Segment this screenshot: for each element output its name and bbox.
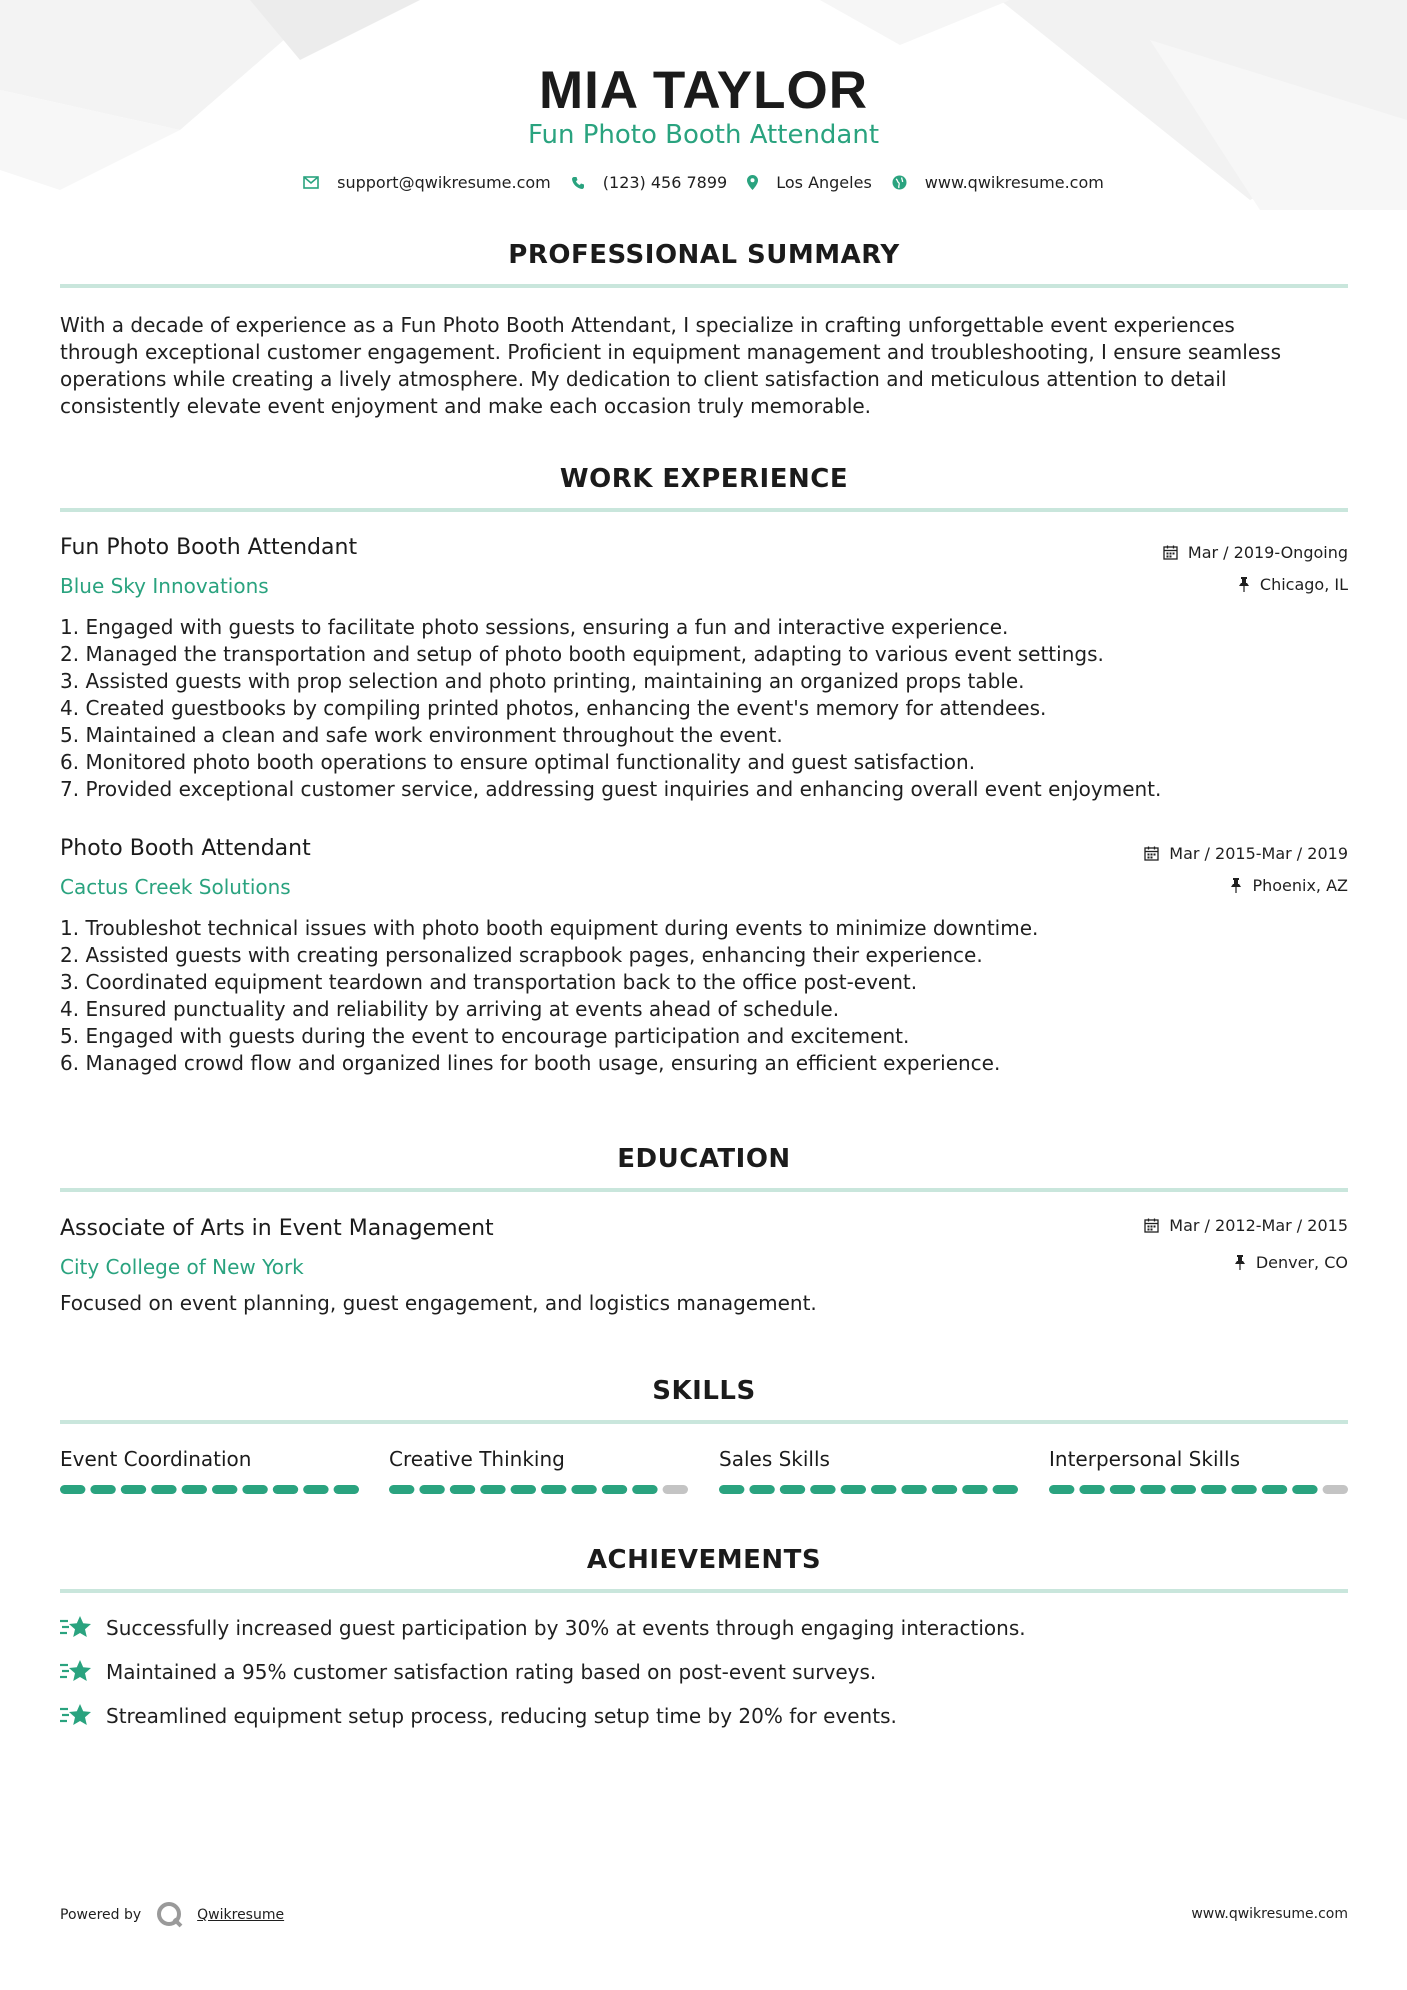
envelope-icon bbox=[303, 176, 319, 189]
skill-segment bbox=[511, 1485, 536, 1494]
skill-segment bbox=[901, 1485, 926, 1494]
list-item: 4. Ensured punctuality and reliability by arriving at events ahead of schedule. bbox=[60, 997, 840, 1021]
dates-text: Mar / 2019-Ongoing bbox=[1187, 543, 1348, 562]
skill-segment bbox=[1171, 1485, 1196, 1494]
list-item: 7. Provided exceptional customer service, addressing guest inquiries and enhancing overall event enjoyment. bbox=[60, 777, 1162, 801]
pushpin-icon bbox=[1234, 1255, 1246, 1270]
list-item: 1. Engaged with guests to facilitate photo sessions, ensuring a fun and interactive experience. bbox=[60, 615, 1009, 639]
summary-text bbox=[60, 312, 1348, 420]
footer-powered-by bbox=[60, 1900, 284, 1930]
skill-segment bbox=[480, 1485, 505, 1494]
email-text: support@qwikresume.com bbox=[337, 173, 551, 192]
candidate-title: Fun Photo Booth Attendant bbox=[527, 120, 880, 150]
star-icon bbox=[60, 1659, 92, 1685]
skills-divider bbox=[60, 1420, 1348, 1424]
job-title: Fun Photo Booth Attendant bbox=[60, 535, 358, 560]
job-location bbox=[1230, 876, 1348, 895]
skill-rating-bar bbox=[1049, 1485, 1348, 1494]
achievement-text: Successfully increased guest participation by 30% at events through engaging interactions. bbox=[106, 1616, 1026, 1640]
achievements-divider bbox=[60, 1589, 1348, 1593]
contact-location bbox=[747, 173, 872, 192]
candidate-name: MIA TAYLOR bbox=[539, 61, 868, 120]
achievements-heading: ACHIEVEMENTS bbox=[586, 1545, 822, 1575]
job-bullets bbox=[60, 614, 1348, 803]
job-dates bbox=[1163, 543, 1348, 562]
skill-segment bbox=[602, 1485, 627, 1494]
job-company: Cactus Creek Solutions bbox=[60, 875, 291, 899]
job-company: Blue Sky Innovations bbox=[60, 574, 269, 598]
skill-name: Event Coordination bbox=[60, 1447, 252, 1471]
skill-segment bbox=[450, 1485, 475, 1494]
skill-segment bbox=[90, 1485, 115, 1494]
summary-line: operations while creating a lively atmosphere. My dedication to client satisfaction and meticulous attention to detail bbox=[60, 367, 1227, 391]
skill-segment bbox=[541, 1485, 566, 1494]
skill-segment bbox=[389, 1485, 414, 1494]
list-item: 1. Troubleshot technical issues with photo booth equipment during events to minimize downtime. bbox=[60, 916, 1039, 940]
list-item: 3. Assisted guests with prop selection and photo printing, maintaining an organized props table. bbox=[60, 669, 1025, 693]
location-text: Phoenix, AZ bbox=[1252, 876, 1348, 895]
skill-segment bbox=[303, 1485, 328, 1494]
list-item: 2. Assisted guests with creating personalized scrapbook pages, enhancing their experience. bbox=[60, 943, 983, 967]
dates-text: Mar / 2012-Mar / 2015 bbox=[1169, 1216, 1348, 1235]
contact-bar bbox=[0, 173, 1407, 192]
footer-website-link[interactable]: www.qwikresume.com bbox=[1191, 1906, 1348, 1922]
skill-segment bbox=[151, 1485, 176, 1494]
skill-item bbox=[719, 1447, 1018, 1471]
summary-line: With a decade of experience as a Fun Photo Booth Attendant, I specialize in crafting unforgettable event experiences bbox=[60, 313, 1235, 337]
skill-item bbox=[1049, 1447, 1348, 1471]
skill-segment bbox=[1262, 1485, 1287, 1494]
skill-segment bbox=[212, 1485, 237, 1494]
map-pin-icon bbox=[747, 175, 758, 190]
job-title: Photo Booth Attendant bbox=[60, 836, 311, 861]
skill-segment bbox=[749, 1485, 774, 1494]
list-item: 2. Managed the transportation and setup of photo booth equipment, adapting to various event settings. bbox=[60, 642, 1104, 666]
skill-name: Interpersonal Skills bbox=[1049, 1447, 1241, 1471]
education-location bbox=[1234, 1253, 1348, 1272]
skill-rating-bar bbox=[60, 1485, 359, 1494]
skill-segment bbox=[273, 1485, 298, 1494]
location-text: Denver, CO bbox=[1255, 1253, 1348, 1272]
school-name: City College of New York bbox=[60, 1255, 304, 1279]
skill-segment bbox=[1323, 1485, 1348, 1494]
qwikresume-logo-icon bbox=[155, 1900, 185, 1930]
summary-divider bbox=[60, 284, 1348, 288]
summary-line: through exceptional customer engagement. Proficient in equipment management and troubleshooting, I ensure seamless bbox=[60, 340, 1281, 364]
achievement-text: Streamlined equipment setup process, reducing setup time by 20% for events. bbox=[106, 1704, 897, 1728]
star-icon bbox=[60, 1615, 92, 1641]
contact-email[interactable] bbox=[303, 173, 551, 192]
skill-item bbox=[60, 1447, 359, 1471]
list-item: 6. Monitored photo booth operations to ensure optimal functionality and guest satisfaction. bbox=[60, 750, 976, 774]
powered-by-label: Powered by bbox=[60, 1907, 142, 1923]
calendar-icon bbox=[1163, 545, 1178, 560]
skill-segment bbox=[121, 1485, 146, 1494]
website-text: www.qwikresume.com bbox=[924, 173, 1104, 192]
location-text: Chicago, IL bbox=[1259, 575, 1348, 594]
skill-name: Sales Skills bbox=[719, 1447, 830, 1471]
skill-segment bbox=[419, 1485, 444, 1494]
achievement-text: Maintained a 95% customer satisfaction rating based on post-event surveys. bbox=[106, 1660, 877, 1684]
list-item bbox=[60, 1703, 897, 1729]
skill-segment bbox=[571, 1485, 596, 1494]
globe-icon bbox=[892, 175, 907, 190]
brand-link[interactable]: Qwikresume bbox=[197, 1907, 285, 1923]
education-dates bbox=[1144, 1216, 1348, 1235]
contact-phone[interactable] bbox=[571, 173, 727, 192]
skill-segment bbox=[60, 1485, 85, 1494]
list-item bbox=[60, 1615, 1026, 1641]
skill-segment bbox=[1049, 1485, 1074, 1494]
skill-item bbox=[389, 1447, 688, 1471]
calendar-icon bbox=[1144, 1218, 1159, 1233]
location-text: Los Angeles bbox=[776, 173, 872, 192]
experience-heading: WORK EXPERIENCE bbox=[559, 464, 849, 494]
skill-name: Creative Thinking bbox=[389, 1447, 565, 1471]
skill-segment bbox=[871, 1485, 896, 1494]
degree-title: Associate of Arts in Event Management bbox=[60, 1216, 494, 1241]
phone-text: (123) 456 7899 bbox=[602, 173, 728, 192]
job-dates bbox=[1144, 844, 1348, 863]
skill-rating-bar bbox=[719, 1485, 1018, 1494]
phone-icon bbox=[571, 176, 585, 190]
skill-rating-bar bbox=[389, 1485, 688, 1494]
list-item: 5. Engaged with guests during the event to encourage participation and excitement. bbox=[60, 1024, 910, 1048]
skill-segment bbox=[1292, 1485, 1317, 1494]
skill-segment bbox=[632, 1485, 657, 1494]
skill-segment bbox=[841, 1485, 866, 1494]
list-item: 5. Maintained a clean and safe work environment throughout the event. bbox=[60, 723, 783, 747]
summary-heading: PROFESSIONAL SUMMARY bbox=[508, 240, 900, 270]
contact-website[interactable] bbox=[892, 173, 1104, 192]
dates-text: Mar / 2015-Mar / 2019 bbox=[1169, 844, 1348, 863]
list-item: 4. Created guestbooks by compiling printed photos, enhancing the event's memory for attendees. bbox=[60, 696, 1047, 720]
skill-segment bbox=[993, 1485, 1018, 1494]
list-item bbox=[60, 1659, 876, 1685]
skill-segment bbox=[962, 1485, 987, 1494]
experience-divider bbox=[60, 508, 1348, 512]
skill-segment bbox=[780, 1485, 805, 1494]
skill-segment bbox=[1079, 1485, 1104, 1494]
education-divider bbox=[60, 1188, 1348, 1192]
skills-grid bbox=[60, 1447, 1348, 1507]
skill-segment bbox=[719, 1485, 744, 1494]
skill-segment bbox=[1201, 1485, 1226, 1494]
skill-segment bbox=[1110, 1485, 1135, 1494]
skill-segment bbox=[242, 1485, 267, 1494]
job-location bbox=[1238, 575, 1348, 594]
job-bullets bbox=[60, 915, 1348, 1077]
skills-heading: SKILLS bbox=[652, 1376, 756, 1406]
skill-segment bbox=[663, 1485, 688, 1494]
calendar-icon bbox=[1144, 846, 1159, 861]
star-icon bbox=[60, 1703, 92, 1729]
education-heading: EDUCATION bbox=[617, 1144, 791, 1174]
skill-segment bbox=[1140, 1485, 1165, 1494]
pushpin-icon bbox=[1238, 577, 1250, 592]
skill-segment bbox=[182, 1485, 207, 1494]
list-item: 3. Coordinated equipment teardown and transportation back to the office post-event. bbox=[60, 970, 918, 994]
list-item: 6. Managed crowd flow and organized lines for booth usage, ensuring an efficient experience. bbox=[60, 1051, 1001, 1075]
summary-line: consistently elevate event enjoyment and make each occasion truly memorable. bbox=[60, 394, 872, 418]
pushpin-icon bbox=[1230, 878, 1242, 893]
skill-segment bbox=[334, 1485, 359, 1494]
skill-segment bbox=[1231, 1485, 1256, 1494]
education-description: Focused on event planning, guest engagement, and logistics management. bbox=[60, 1291, 817, 1315]
skill-segment bbox=[932, 1485, 957, 1494]
skill-segment bbox=[810, 1485, 835, 1494]
